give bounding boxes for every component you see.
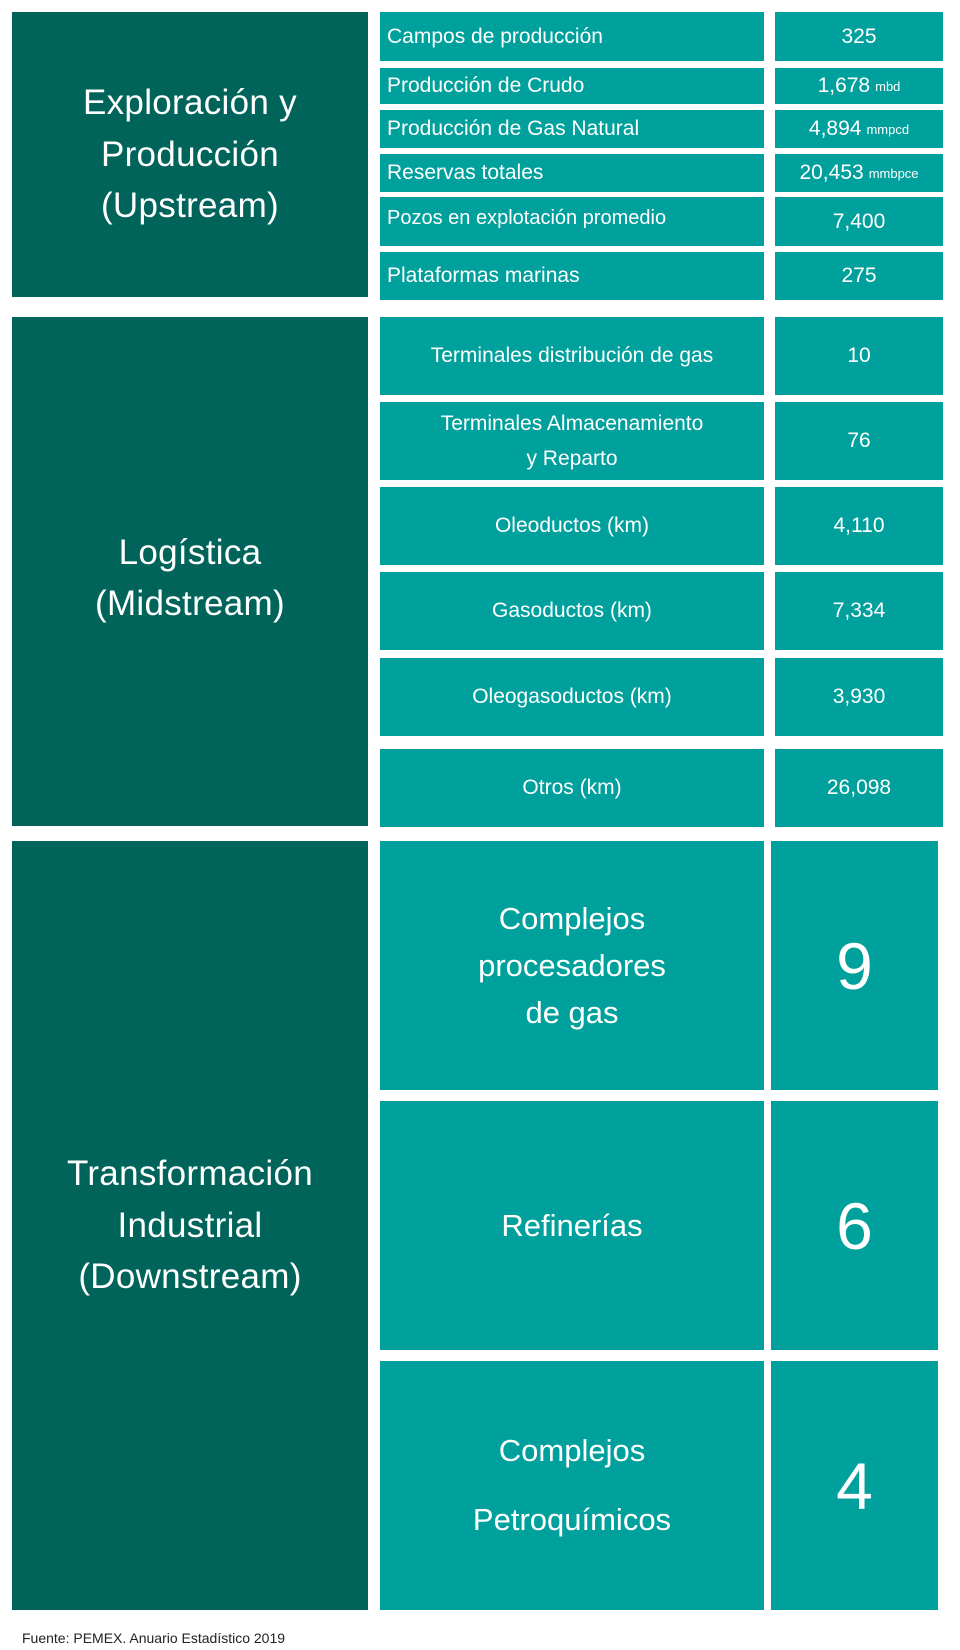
downstream-title: Transformación Industrial (Downstream): [66, 1154, 314, 1297]
upstream-title: Exploración y Producción (Upstream): [82, 83, 297, 226]
midstream-label-gas-pipelines: Gasoductos (km): [380, 572, 764, 650]
downstream-value-gas-processing: 9: [771, 841, 938, 1090]
upstream-value-gas: 4,894 mmpcd: [775, 110, 943, 148]
downstream-label-gas-processing: Complejos procesadores de gas: [380, 841, 764, 1090]
midstream-label-oil-pipelines: Oleoductos (km): [380, 487, 764, 565]
upstream-value-crude: 1,678 mbd: [775, 68, 943, 104]
upstream-label-reserves: Reservas totales: [380, 154, 764, 192]
midstream-label-others: Otros (km): [380, 749, 764, 827]
midstream-value-storage: 76: [775, 402, 943, 480]
midstream-value-gas-pipelines: 7,334: [775, 572, 943, 650]
midstream-value-oil-pipelines: 4,110: [775, 487, 943, 565]
unit-label: mbd: [875, 78, 901, 94]
midstream-value-gas-terminals: 10: [775, 317, 943, 395]
midstream-category: [12, 317, 368, 826]
downstream-label-petrochemical: Complejos Petroquímicos: [380, 1361, 764, 1610]
upstream-label-fields: Campos de producción: [380, 12, 764, 61]
upstream-value-fields: 325: [775, 12, 943, 61]
downstream-category: [12, 841, 368, 1610]
midstream-label-gas-terminals: Terminales distribución de gas: [380, 317, 764, 395]
midstream-label-oil-gas-pipelines: Oleogasoductos (km): [380, 658, 764, 736]
upstream-label-wells: Pozos en explotación promedio: [380, 197, 764, 246]
unit-label: mmbpce: [868, 165, 919, 181]
downstream-value-petrochemical: 4: [771, 1361, 938, 1610]
upstream-category: [12, 12, 368, 297]
midstream-label-storage: Terminales Almacenamiento y Reparto: [380, 402, 764, 480]
upstream-label-platforms: Plataformas marinas: [380, 252, 764, 300]
midstream-value-others: 26,098: [775, 749, 943, 827]
unit-label: mmpcd: [866, 121, 910, 137]
upstream-label-gas: Producción de Gas Natural: [380, 110, 764, 148]
midstream-value-oil-gas-pipelines: 3,930: [775, 658, 943, 736]
upstream-value-platforms: 275: [775, 252, 943, 300]
downstream-label-refineries: Refinerías: [380, 1101, 764, 1350]
downstream-value-refineries: 6: [771, 1101, 938, 1350]
source-note: Fuente: PEMEX. Anuario Estadístico 2019: [22, 1630, 286, 1646]
upstream-value-reserves: 20,453 mmbpce: [775, 154, 943, 192]
midstream-title: Logística (Midstream): [95, 533, 285, 624]
upstream-value-wells: 7,400: [775, 197, 943, 246]
upstream-label-crude: Producción de Crudo: [380, 68, 764, 104]
